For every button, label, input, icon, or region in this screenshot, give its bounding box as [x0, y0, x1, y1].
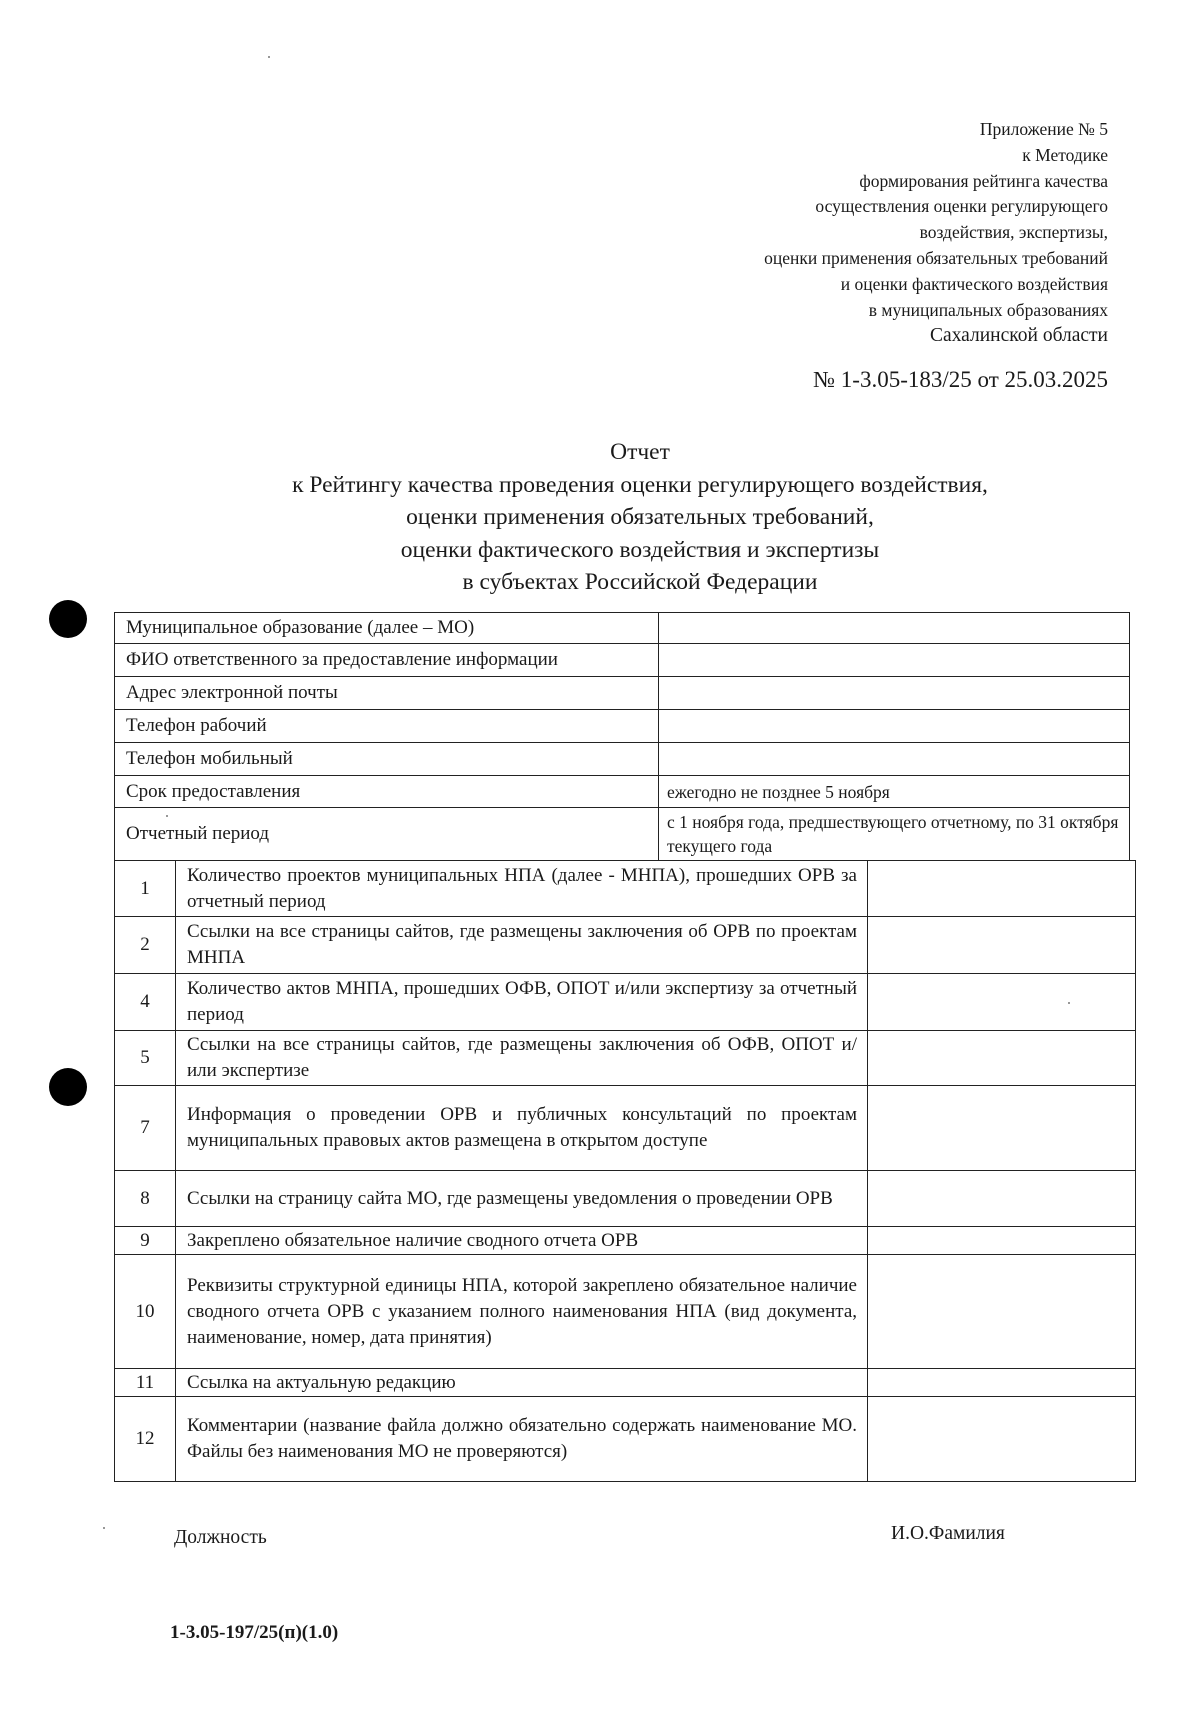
item-number: 2	[115, 917, 176, 974]
item-text: Ссылка на актуальную редакцию	[176, 1369, 868, 1397]
item-row	[115, 1031, 1136, 1086]
report-title	[150, 436, 1130, 599]
info-value[interactable]	[659, 710, 1130, 743]
title-line: в субъектах Российской Федерации	[462, 569, 818, 596]
title-line: Отчет	[610, 439, 670, 465]
item-row	[115, 1255, 1136, 1369]
info-row	[115, 808, 1130, 861]
info-label: Телефон мобильный	[115, 743, 659, 776]
item-value[interactable]	[868, 1227, 1136, 1255]
signature-position: Должность	[174, 1527, 267, 1548]
title-line: к Рейтингу качества проведения оценки регулирующего воздействия,	[292, 471, 988, 498]
info-row	[115, 677, 1130, 710]
title-line: оценки применения обязательных требований,	[406, 504, 874, 531]
item-row	[115, 1369, 1136, 1397]
annex-line: формирования рейтинга качества	[859, 170, 1108, 191]
item-text: Ссылки на все страницы сайтов, где размещены заключения об ОРВ по проектам МНПА	[176, 917, 868, 974]
item-row	[115, 974, 1136, 1031]
annex-reference	[588, 117, 1108, 349]
item-number: 10	[115, 1255, 176, 1369]
annex-line: к Методике	[1022, 144, 1108, 165]
annex-line: оценки применения обязательных требований	[764, 247, 1108, 268]
annex-line: осуществления оценки регулирующего	[815, 196, 1108, 217]
footer-document-code: 1-3.05-197/25(п)(1.0)	[170, 1622, 339, 1643]
info-label: ФИО ответственного за предоставление информации	[115, 644, 659, 677]
item-row	[115, 1397, 1136, 1482]
info-label: Муниципальное образование (далее – МО)	[115, 613, 659, 644]
item-value[interactable]	[868, 1397, 1136, 1482]
scan-speck	[103, 1527, 105, 1529]
item-number: 7	[115, 1086, 176, 1171]
item-number: 8	[115, 1171, 176, 1227]
info-label: Адрес электронной почты	[115, 677, 659, 710]
item-row	[115, 1171, 1136, 1227]
info-row	[115, 644, 1130, 677]
annex-line: Приложение № 5	[979, 119, 1108, 139]
info-row	[115, 743, 1130, 776]
item-value[interactable]	[868, 861, 1136, 917]
item-text: Реквизиты структурной единицы НПА, которой закреплено обязательное наличие сводного отчета ОРВ с указанием полного наименования НПА (вид документа, наименование, номер, дата принятия)	[176, 1255, 868, 1369]
info-value[interactable]	[659, 743, 1130, 776]
item-value[interactable]	[868, 1255, 1136, 1369]
item-number: 5	[115, 1031, 176, 1086]
item-number: 1	[115, 861, 176, 917]
item-row	[115, 917, 1136, 974]
annex-line: воздействия, экспертизы,	[919, 222, 1108, 243]
info-value: ежегодно не позднее 5 ноября	[659, 776, 1130, 808]
item-number: 4	[115, 974, 176, 1031]
signature-name: И.О.Фамилия	[891, 1523, 1005, 1544]
info-row	[115, 776, 1130, 808]
info-value[interactable]	[659, 677, 1130, 710]
document-number: № 1-3.05-183/25 от 25.03.2025	[813, 367, 1108, 392]
punch-hole	[49, 600, 87, 638]
scan-speck	[268, 56, 270, 58]
punch-hole	[49, 1068, 87, 1106]
item-row	[115, 1227, 1136, 1255]
item-value[interactable]	[868, 1031, 1136, 1086]
item-number: 12	[115, 1397, 176, 1482]
item-text: Ссылки на все страницы сайтов, где размещены заключения об ОФВ, ОПОТ и/или экспертизе	[176, 1031, 868, 1086]
info-value[interactable]	[659, 644, 1130, 677]
item-value[interactable]	[868, 974, 1136, 1031]
item-text: Информация о проведении ОРВ и публичных консультаций по проектам муниципальных правовых актов размещена в открытом доступе	[176, 1086, 868, 1171]
item-text: Закреплено обязательное наличие сводного отчета ОРВ	[176, 1227, 868, 1255]
info-row	[115, 710, 1130, 743]
item-text: Ссылки на страницу сайта МО, где размещены уведомления о проведении ОРВ	[176, 1171, 868, 1227]
item-value[interactable]	[868, 1171, 1136, 1227]
info-label: Телефон рабочий	[115, 710, 659, 743]
info-value: с 1 ноября года, предшествующего отчетному, по 31 октября текущего года	[659, 808, 1130, 861]
annex-line: в муниципальных образованиях	[868, 299, 1108, 320]
items-table	[114, 860, 1136, 1482]
item-value[interactable]	[868, 1369, 1136, 1397]
item-row	[115, 861, 1136, 917]
item-number: 11	[115, 1369, 176, 1397]
item-row	[115, 1086, 1136, 1171]
item-number: 9	[115, 1227, 176, 1255]
item-value[interactable]	[868, 1086, 1136, 1171]
item-text: Комментарии (название файла должно обязательно содержать наименование МО. Файлы без наименования МО не проверяются)	[176, 1397, 868, 1482]
info-label: Отчетный период	[115, 808, 659, 861]
info-value[interactable]	[659, 613, 1130, 644]
info-label: Срок предоставления	[115, 776, 659, 808]
item-text: Количество проектов муниципальных НПА (далее - МНПА), прошедших ОРВ за отчетный период	[176, 861, 868, 917]
title-line: оценки фактического воздействия и экспертизы	[400, 536, 880, 563]
annex-line: и оценки фактического воздействия	[840, 273, 1108, 294]
annex-region: Сахалинской области	[930, 325, 1108, 347]
info-row	[115, 613, 1130, 644]
info-table	[114, 612, 1130, 861]
item-text: Количество актов МНПА, прошедших ОФВ, ОПОТ и/или экспертизу за отчетный период	[176, 974, 868, 1031]
item-value[interactable]	[868, 917, 1136, 974]
